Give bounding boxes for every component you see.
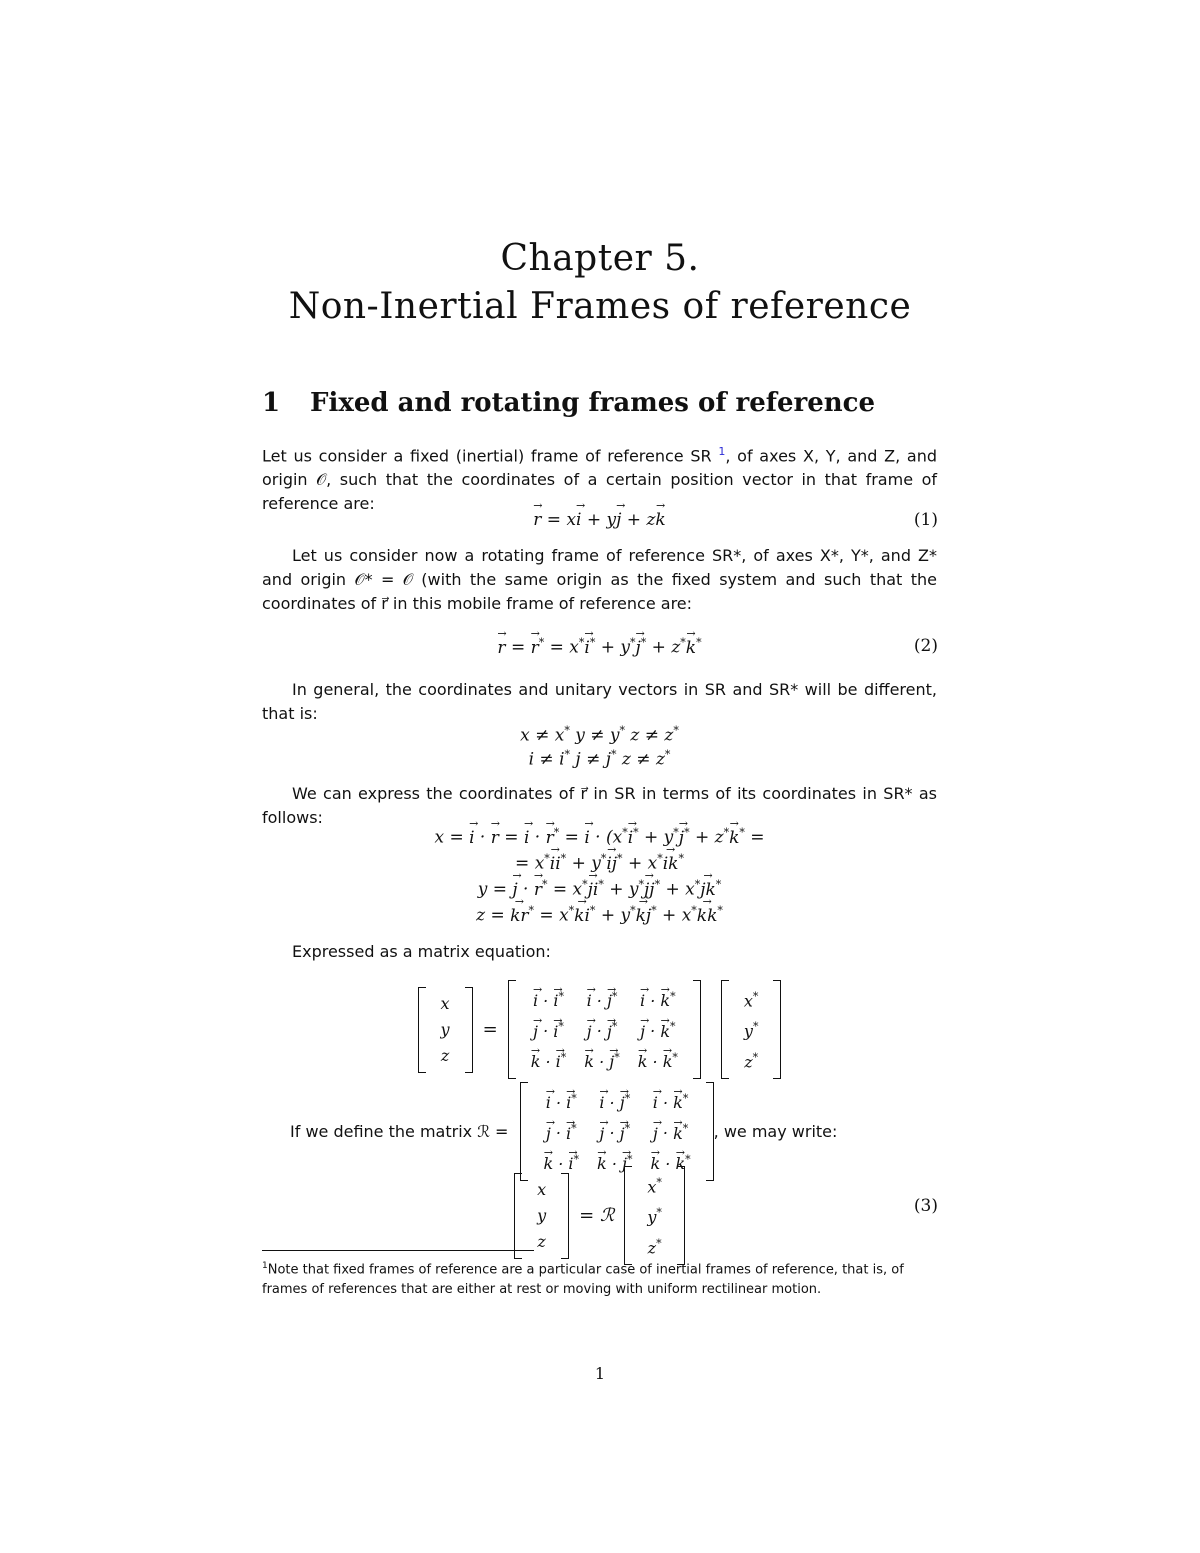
paragraph-text: , of axes X, Y, and Z, and origin 𝒪, such that the coordinates of a certain position vector in that frame of reference are:	[262, 446, 938, 514]
page-number: 1	[594, 1364, 606, 1383]
section-title: Fixed and rotating frames of reference	[310, 388, 876, 418]
equation-y: y = → j · → r* = x*→ ji* + y*→ jj* + x*→ jk*	[262, 878, 937, 900]
rotation-matrix: → i · → i* → i · → j* → i · → k* → j · → i* → j · → j* → j · → k* → k · → i* → k · → j* → k · → k*	[508, 980, 701, 1079]
section-heading	[262, 388, 875, 418]
chapter-heading: Chapter 5.	[500, 238, 700, 279]
equation-1: → r = x→ i + y→ j + z→ k	[262, 510, 937, 530]
equation-number: (2)	[913, 636, 938, 656]
inequality-coordinates: x ≠ x* y ≠ y* z ≠ z*	[520, 724, 679, 746]
paragraph-text: Let us consider a fixed (inertial) frame of reference SR	[262, 446, 719, 466]
chapter-title: Non-Inertial Frames of reference	[288, 286, 912, 327]
paragraph-matrix-intro: Expressed as a matrix equation:	[292, 942, 551, 961]
vector-xyz: x y z	[418, 987, 473, 1073]
equation-number: (1)	[913, 510, 938, 530]
equation-x-cont: = x*→ ii* + y*→ ij* + x*→ ik*	[262, 852, 937, 874]
footnote-reference[interactable]: 1	[718, 445, 726, 458]
paragraph-intro	[262, 440, 937, 516]
matrix-equation: x y z = → i · → i* → i · → j* → i · → k* → j · → i* → j · → j* → j · → k* → k · → i* → k · → j* → k · → k* x* y* z*	[262, 980, 937, 1079]
matrix-r: → i · → i* → i · → j* → i · → k* → j · → i* → j · → j* → j · → k* → k · → i* → k · → j* → k · → k*	[520, 1082, 713, 1181]
paragraph-express: We can express the coordinates of r⃗ in SR in terms of its coordinates in SR* as follows:	[262, 784, 937, 827]
define-matrix-text-after: , we may write:	[713, 1122, 838, 1141]
define-matrix-text: If we define the matrix ℛ =	[290, 1122, 509, 1141]
footnote	[262, 1256, 937, 1300]
paragraph-rotating-frame: Let us consider now a rotating frame of reference SR*, of axes X*, Y*, and Z* and origin 𝒪* = 𝒪 (with the same origin as the fixed system and such that the coordinates of r⃗ in this mobile frame of reference are:	[262, 546, 937, 613]
equation-2: → r = → r* = x*→ i* + y*→ j* + z*→ k*	[262, 636, 937, 658]
footnote-rule	[262, 1250, 534, 1251]
equation-z: z = → kr* = x*→ ki* + y*→ kj* + x*→ kk*	[262, 904, 937, 926]
equation-number: (3)	[913, 1196, 938, 1216]
vector-xyz-star: x* y* z*	[721, 980, 782, 1079]
paragraph-general: In general, the coordinates and unitary vectors in SR and SR* will be different, that is:	[262, 680, 937, 723]
equation-x: x = → i · → r = → i · → r* = → i · (x*→ i* + y*→ j* + z*→ k* =	[262, 826, 937, 848]
inequality-unit-vectors: i ≠ i* j ≠ j* z ≠ z*	[528, 748, 671, 770]
footnote-mark: 1	[262, 1261, 268, 1271]
footnote-text: Note that fixed frames of reference are a particular case of inertial frames of reference, that is, of frames of references that are either at rest or moving with uniform rectilinear motion.	[262, 1262, 904, 1298]
equation-3: x y z = ℛ x* y* z*	[262, 1166, 937, 1265]
section-number: 1	[262, 388, 281, 418]
